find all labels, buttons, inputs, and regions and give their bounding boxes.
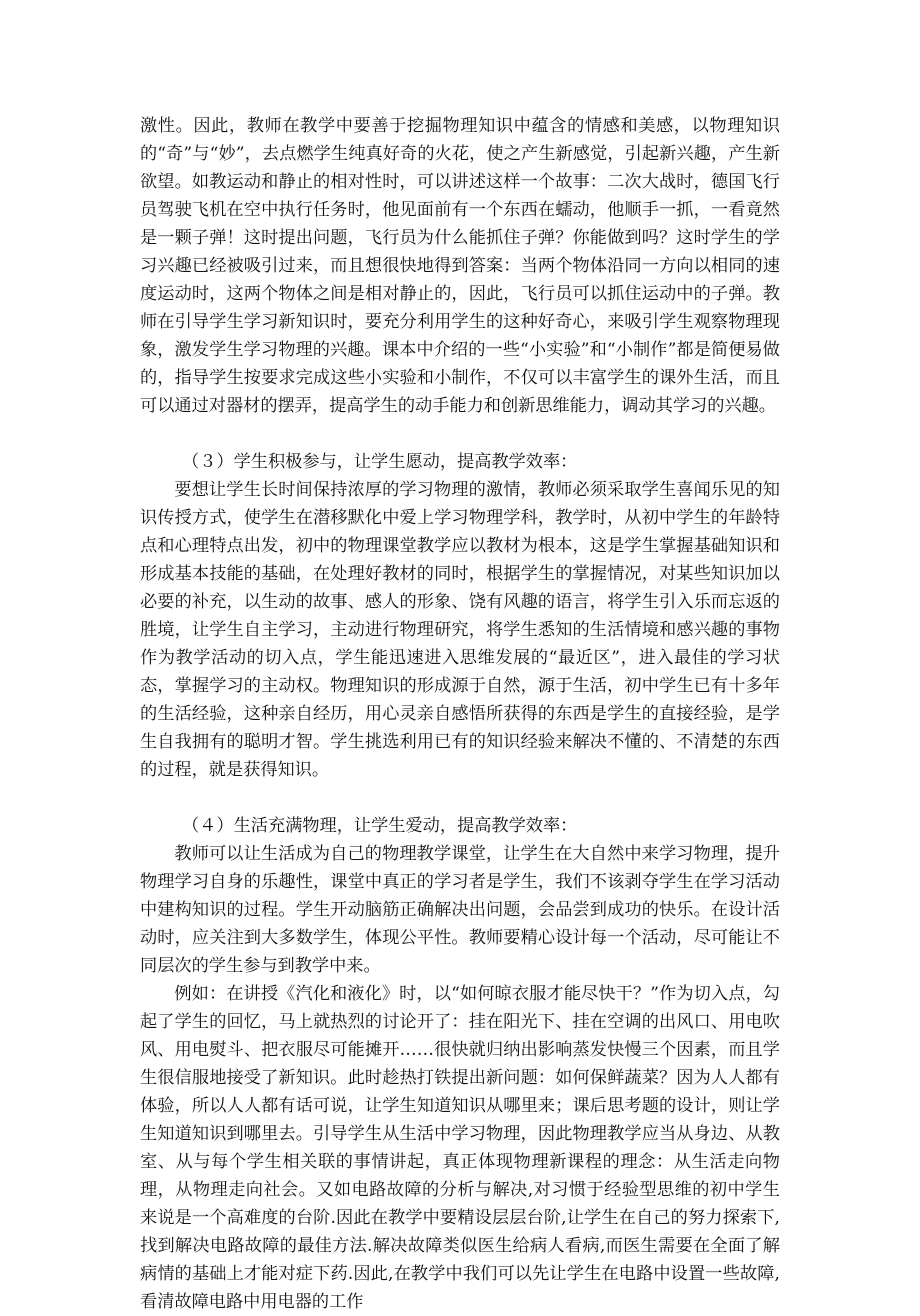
paragraph-participation: 要想让学生长时间保持浓厚的学习物理的激情，教师必须采取学生喜闻乐见的知识传授方式，使学生在潜移默化中爱上学习物理学科，教学时，从初中学生的年龄特点和心理特点出发，初中的物理课堂教学应以教材为根本，这是学生掌握基础知识和形成基本技能的基础，在处理好教材的同时，根据学生的掌握情况，对某些知识加以必要的补充，以生动的故事、感人的形象、饶有风趣的语言，将学生引入乐而忘返的胜境，让学生自主学习，主动进行物理研究，将学生悉知的生活情境和感兴趣的事物作为教学活动的切入点，学生能迅速进入思维发展的“最近区”，进入最佳的学习状态，掌握学习的主动权。物理知识的形成源于自然，源于生活，初中学生已有十多年的生活经验，这种亲自经历，用心灵亲自感悟所获得的东西是学生的直接经验，是学生自我拥有的聪明才智。学生挑选利用已有的知识经验来解决不懂的、不清楚的东西的过程，就是获得知识。 — [140, 480, 780, 780]
section-heading-4: （４）生活充满物理，让学生爱动，提高教学效率： — [182, 816, 578, 836]
paragraph-example: 例如：在讲授《汽化和液化》时，以“如何晾衣服才能尽快干？”作为切入点，勾起了学生的回忆，马上就热烈的讨论开了：挂在阳光下、挂在空调的出风口、用电吹风、用电熨斗、把衣服尽可能摊开……很快就归纳出影响蒸发快慢三个因素，而且学生很信服地接受了新知识。此时趁热打铁提出新问题：如何保鲜蔬菜？因为人人都有体验，所以人人都有话可说，让学生知道知识从哪里来；课后思考题的设计，则让学生知道知识到哪里去。引导学生从生活中学习物理，因此物理教学应当从身边、从教室、从与每个学生相关联的事情讲起，真正体现物理新课程的理念：从生活走向物理，从物理走向社会。又如电路故障的分析与解决,对习惯于经验型思维的初中学生来说是一个高难度的台阶.因此在教学中要精设层层台阶,让学生在自己的努力探索下,找到解决电路故障的最佳方法.解决故障类似医生给病人看病,而医生需要在全面了解病情的基础上才能对症下药.因此,在教学中我们可以先让学生在电路中设置一些故障,看清故障电路中用电器的工作 — [140, 984, 780, 1312]
paragraph-interest-story: 激性。因此，教师在教学中要善于挖掘物理知识中蕴含的情感和美感，以物理知识的“奇”与“妙”，去点燃学生纯真好奇的火花，使之产生新感觉，引起新兴趣，产生新欲望。如教运动和静止的相对性时，可以讲述这样一个故事：二次大战时，德国飞行员驾驶飞机在空中执行任务时，他见面前有一个东西在蠕动，他顺手一抓，一看竟然是一颗子弹！这时提出问题，飞行员为什么能抓住子弹？你能做到吗？这时学生的学习兴趣已经被吸引过来，而且想很快地得到答案：当两个物体沿同一方向以相同的速度运动时，这两个物体之间是相对静止的，因此，飞行员可以抓住运动中的子弹。教师在引导学生学习新知识时，要充分利用学生的这种好奇心，来吸引学生观察物理现象，激发学生学习物理的兴趣。课本中介绍的一些“小实验”和“小制作”都是简便易做的，指导学生按要求完成这些小实验和小制作，不仅可以丰富学生的课外生活，而且可以通过对器材的摆弄，提高学生的动手能力和创新思维能力，调动其学习的兴趣。 — [140, 116, 780, 416]
section-heading-3: （３）学生积极参与，让学生愿动，提高教学效率： — [182, 452, 578, 472]
paragraph-life-physics: 教师可以让生活成为自己的物理教学课堂，让学生在大自然中来学习物理，提升物理学习自身的乐趣性，课堂中真正的学习者是学生，我们不该剥夺学生在学习活动中建构知识的过程。学生开动脑筋正确解决出问题，会品尝到成功的快乐。在设计活动时，应关注到大多数学生，体现公平性。教师要精心设计每一个活动，尽可能让不同层次的学生参与到教学中来。 — [140, 844, 780, 976]
document-body — [140, 112, 780, 1316]
